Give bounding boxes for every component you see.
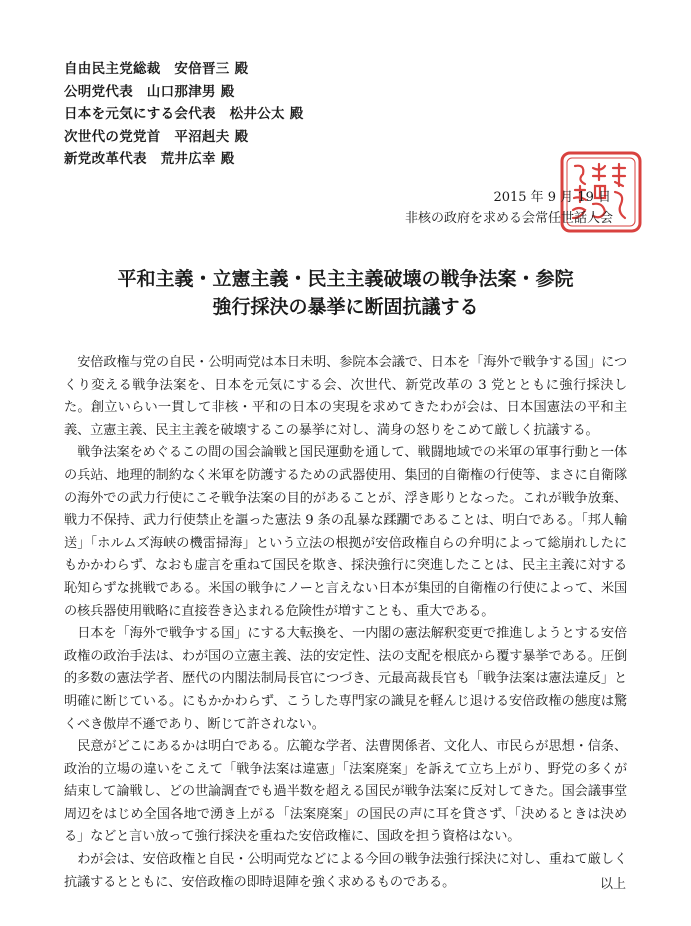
paragraph-4: 民意がどこにあるかは明白である。広範な学者、法曹関係者、文化人、市民らが思想・信条、政治的立場の違いをこえて「戦争法案は違憲」「法案廃案」を訴えて立ち上がり、野党の多くが結束して論戦し、どの世論調査でも過半数を超える国民が戦争法案に反対してきた。国会議事堂周辺をはじめ全国各地で湧き上がる「法案廃案」の国民の声に耳を貸さず、「決めるときは決める」などと言い放って強行採決を重ねた安倍政権に、国政を担う資格はない。 [64,739,627,845]
recipient-komeito: 公明党代表 山口那津男 殿 [64,83,235,100]
statement-body [64,352,627,894]
issuing-organization: 非核の政府を求める会常任世話人会 [404,211,613,226]
paragraph-3: 日本を「海外で戦争する国」にする大転換を、一内閣の憲法解釈変更で推進しようとする安倍政権の政治手法は、わが国の立憲主義、法的安定性、法の支配を根底から覆す暴挙である。圧倒的多数の憲法学者、歴代の内閣法制局長官につづき、元最高裁長官も「戦争法案は憲法違反」と明確に断じている。にもかかわらず、こうした専門家の識見を軽んじ退ける安倍政権の態度は驚くべき傲岸不遜であり、断じて許されない。 [64,626,627,732]
recipient-ldp: 自由民主党総裁 安倍晋三 殿 [64,61,249,77]
paragraph-5: わが会は、安倍政権と自民・公明両党などによる今回の戦争法強行採決に対し、重ねて厳しく抗議するとともに、安倍政権の即時退陣を強く求めるものである。 [64,852,627,890]
closing-mark: 以上 [600,877,627,892]
recipient-kaikaku: 新党改革代表 荒井広幸 殿 [64,151,235,167]
title-line-1: 平和主義・立憲主義・民主主義破壊の戦争法案・参院 [117,268,574,290]
document-date: 2015 年 9 月 19 日 [493,190,611,205]
recipient-jisedai: 次世代の党党首 平沼赳夫 殿 [64,128,249,145]
recipient-list [64,58,304,171]
document-title [0,265,691,321]
recipient-genki: 日本を元気にする会代表 松井公太 殿 [64,106,304,122]
title-line-2: 強行採決の暴挙に断固抗議する [212,296,479,318]
paragraph-1: 安倍政権与党の自民・公明両党は本日未明、参院本会議で、日本を「海外で戦争する国」につくり変える戦争法案を、日本を元気にする会、次世代、新党改革の 3 党とともに強行採決した。創立いらい一貫して非核・平和の日本の実現を求めてきたわが会は、日本国憲法の平和主義、立憲主義、民主主義を破壊するこの暴挙に対し、満身の怒りをこめて厳しく抗議する。 [64,355,627,438]
paragraph-2: 戦争法案をめぐるこの間の国会論戦と国民運動を通して、戦闘地域での米軍の軍事行動と一体の兵站、地理的制約なく米軍を防護するための武器使用、集団的自衛権の行使等、まさに自衛隊の海外での武力行使にこそ戦争法案の目的があることが、浮き彫りとなった。これが戦争放棄、戦力不保持、武力行使禁止を謳った憲法 9 条の乱暴な蹂躙であることは、明白である。「邦人輸送」「ホルムズ海峡の機雷掃海」という立法の根拠が安倍政権自らの弁明によって総崩れしたにもかかわらず、なおも虚言を重ねて国民を欺き、採決強行に突進したことは、民主主義に対する恥知らずな挑戦である。米国の戦争にノーと言えない日本が集団的自衛権の行使によって、米国の核兵器使用戦略に直接巻き込まれる危険性が増すことも、重大である。 [64,445,627,619]
